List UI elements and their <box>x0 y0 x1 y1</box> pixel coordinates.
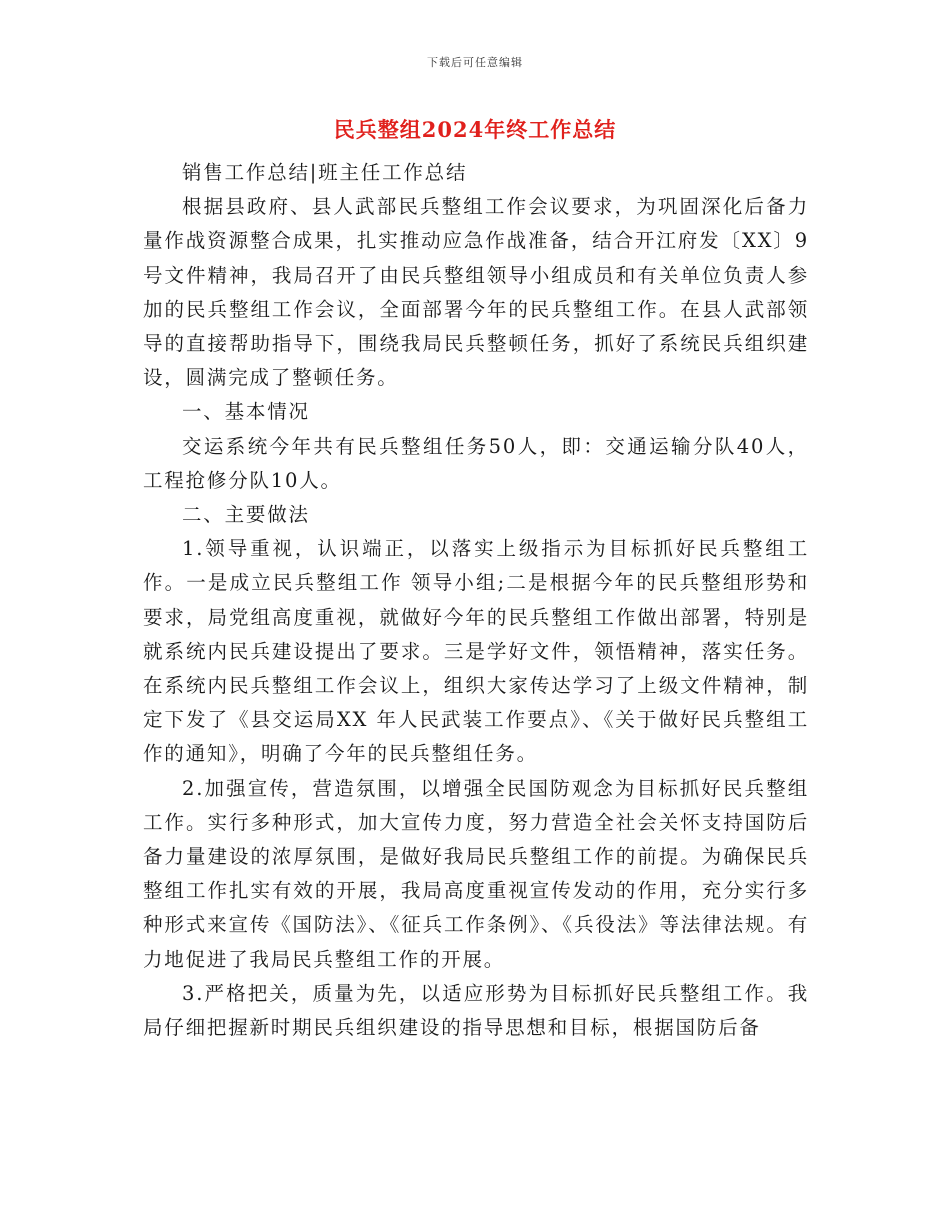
section-heading-basic-situation: 一、基本情况 <box>182 400 310 424</box>
paragraph-intro: 根据县政府、县人武部民兵整组工作会议要求，为巩固深化后备力量作战资源整合成果，扎实推动应急作战准备，结合开江府发〔XX〕9号文件精神，我局召开了由民兵整组领导小组成员和有关单位负责人参加的民兵整组工作会议，全面部署今年的民兵整组工作。在县人武部领导的直接帮助指导下，围绕我局民兵整顿任务，抓好了系统民兵组织建设，圆满完成了整顿任务。 <box>143 195 809 390</box>
paragraph-subtitle: 销售工作总结|班主任工作总结 <box>182 161 468 184</box>
page-header-note: 下载后可任意编辑 <box>427 56 523 69</box>
paragraph-basic-situation: 交运系统今年共有民兵整组任务50人，即：交通运输分队40人，工程抢修分队10人。 <box>143 434 809 492</box>
paragraph-practice-3: 3.严格把关，质量为先，以适应形势为目标抓好民兵整组工作。我局仔细把握新时期民兵组织建设的指导思想和目标，根据国防后备 <box>143 981 809 1040</box>
document-title: 民兵整组2024年终工作总结 <box>333 117 617 142</box>
paragraph-practice-1: 1.领导重视，认识端正，以落实上级指示为目标抓好民兵整组工作。一是成立民兵整组工作 领导小组;二是根据今年的民兵整组形势和要求，局党组高度重视，就做好今年的民兵整组工作做出部署，特别是就系统内民兵建设提出了要求。三是学好文件，领悟精神，落实任务。在系统内民兵整组工作会议上，组织大家传达学习了上级文件精神，制定下发了《县交运局XX 年人民武装工作要点》、《关于做好民兵整组工作的通知》，明确了今年的民兵整组任务。 <box>143 537 809 766</box>
paragraph-practice-2: 2.加强宣传，营造氛围，以增强全民国防观念为目标抓好民兵整组工作。实行多种形式，加大宣传力度，努力营造全社会关怀支持国防后备力量建设的浓厚氛围，是做好我局民兵整组工作的前提。为确保民兵整组工作扎实有效的开展，我局高度重视宣传发动的作用，充分实行多种形式来宣传《国防法》、《征兵工作条例》、《兵役法》等法律法规。有力地促进了我局民兵整组工作的开展。 <box>143 776 809 971</box>
section-heading-main-practices: 二、主要做法 <box>182 503 310 527</box>
document-body <box>143 156 809 1045</box>
